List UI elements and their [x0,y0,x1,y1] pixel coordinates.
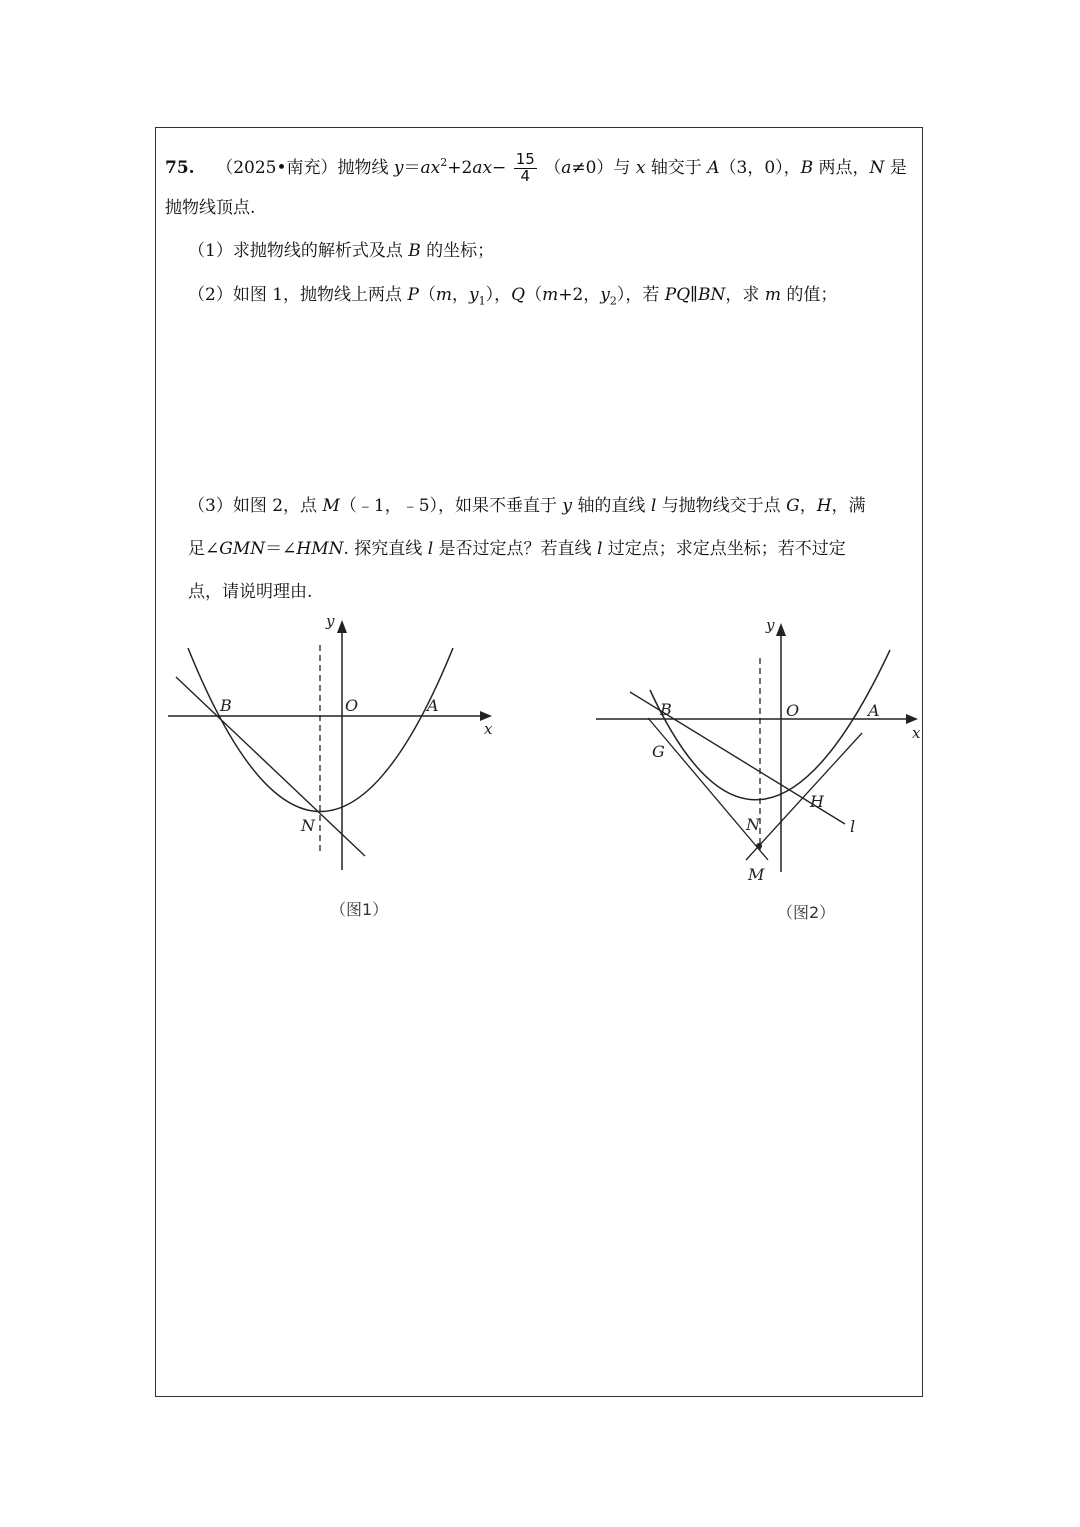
part3-l: l [650,496,657,516]
figure1-caption: （图1） [330,900,389,919]
fig2-label-H: H [810,792,824,811]
part2-close2: ），若 [616,285,660,305]
part2-PQ: PQ [664,285,691,305]
part3-GMN: GMN [219,539,266,559]
fig2-line-mh [746,733,862,860]
eq-ax: ax [420,157,441,178]
part3-mid2: 与抛物线交于点 [661,496,781,516]
point-a: A [707,157,720,178]
problem-source: （2025•南充） [216,157,338,178]
part2-parallel: ∥ [690,285,699,305]
part3-G: G [786,496,800,516]
figure1-diagram [160,610,510,885]
part3-l2c: . 探究直线 [343,539,423,559]
figure2-diagram [590,612,925,892]
part3-comma: ， [799,496,817,516]
fig1-label-B: B [220,696,232,715]
part3-line2 [188,541,846,558]
cond-rest: ≠0）与 [571,157,631,178]
part3-line3: 点，请说明理由. [188,582,313,602]
part2-end: 的值； [786,285,838,305]
part2-plus2: +2， [558,285,601,305]
part2-m3: m [764,285,781,305]
part2-ask: ，求 [725,285,760,305]
fig2-label-O: O [786,701,800,720]
part3-mid: 轴的直线 [577,496,646,516]
figure2-caption: （图2） [777,903,836,922]
part2-sub2: 2 [609,294,617,308]
coord-a: （3，0）， [719,157,801,178]
part2-y1: y [469,285,479,305]
fig2-label-l: l [850,817,856,836]
fig1-label-O: O [345,696,359,715]
point-n: N [869,157,885,178]
problem-stem-line1 [165,152,907,185]
fig2-label-A: A [868,701,880,720]
part2-close1: ）， [485,285,512,305]
fig2-label-B: B [660,700,672,719]
fig2-y-arrow-icon [776,623,786,636]
eq-plus: +2 [447,157,473,178]
part2-y2: y [600,285,610,305]
part3-l2: l [427,539,434,559]
cond-a: a [561,157,572,178]
cond-open: （ [544,157,562,178]
fig2-label-M: M [748,865,765,884]
fig2-label-y: y [766,616,775,634]
stem-text: 抛物线 [337,157,389,178]
part3-l2b: ＝∠ [265,539,297,559]
two-points-text: 两点， [818,157,870,178]
fraction [514,152,537,185]
fig2-point-M [756,843,762,849]
fig1-label-N: N [301,816,315,835]
part3-prefix: （3）如图 2，点 [188,496,318,516]
part1 [188,243,494,260]
part2-BN: BN [698,285,726,305]
part3-line1 [188,498,866,515]
part3-H: H [816,496,832,516]
fig2-x-arrow-icon [906,714,918,724]
fig2-label-x: x [912,724,921,742]
problem-number: 75. [165,157,195,178]
part3-l2d: 是否过定点？若直线 [438,539,592,559]
part1-point: B [408,241,421,261]
fig2-label-G: G [652,742,665,761]
eq-ax2: ax [472,157,493,178]
part3-HMN: HMN [296,539,344,559]
eq-minus: − [492,157,507,178]
var-x: x [635,157,646,178]
part2-m2: m [542,285,559,305]
part3-coord-M: （﹣1，﹣5），如果不垂直于 [339,496,558,516]
fraction-denominator: 4 [520,166,531,185]
fig1-label-A: A [427,696,439,715]
fig1-label-x: x [484,720,493,738]
point-b: B [800,157,814,178]
part3-l2a: 足∠ [188,539,220,559]
part2-open1: （ [418,285,436,305]
part2-m1: m [435,285,453,305]
fig1-label-y: y [326,612,335,630]
part2-open2: （ [525,285,543,305]
part3-y: y [562,496,573,516]
part3-l2e: 过定点；求定点坐标；若不过定 [607,539,846,559]
problem-stem-line2: 抛物线顶点. [165,198,256,218]
part2 [188,285,838,308]
part3-end1: ，满 [831,496,866,516]
eq-equals: ＝ [403,157,421,178]
eq-exponent: 2 [440,156,448,170]
part3-l3: l [596,539,603,559]
part2-P: P [407,285,419,305]
part2-sub1: 1 [478,294,486,308]
fig2-label-N: N [746,815,760,834]
fig1-y-arrow-icon [337,620,347,633]
part1-prefix: （1）求抛物线的解析式及点 [188,241,403,261]
axis-text: 轴交于 [650,157,702,178]
eq-y: y [393,157,404,178]
part2-comma1: ， [452,285,470,305]
fraction-numerator: 15 [515,150,535,168]
is-text: 是 [889,157,907,178]
part2-Q: Q [511,285,526,305]
part3-M: M [322,496,340,516]
fig1-line-bn [176,677,365,856]
part1-suffix: 的坐标； [426,241,495,261]
part2-prefix: （2）如图 1，抛物线上两点 [188,285,403,305]
